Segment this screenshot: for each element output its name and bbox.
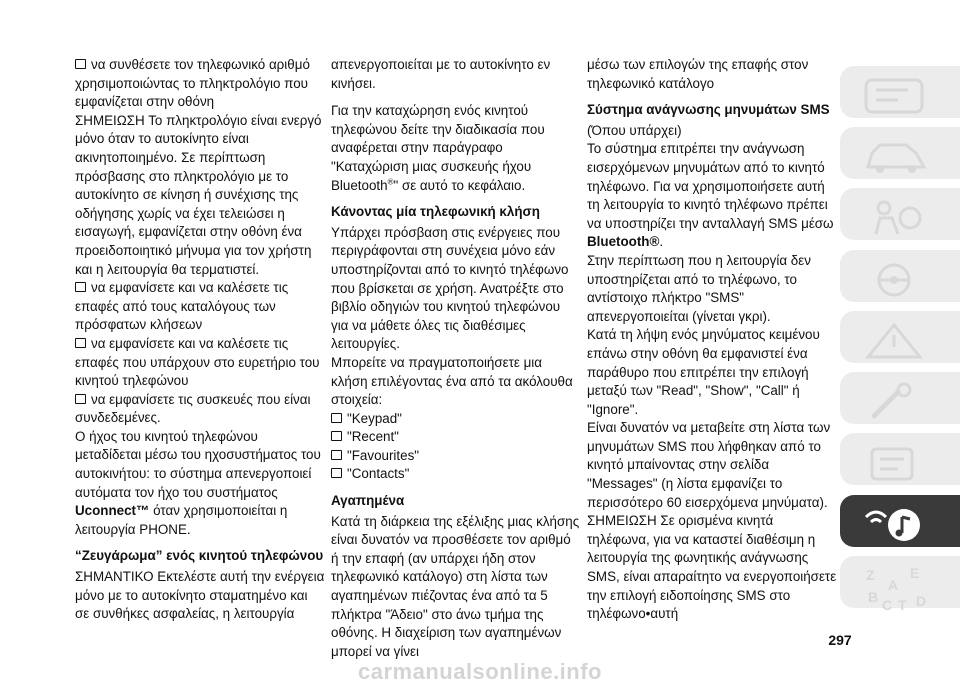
index-letter-z: Z	[866, 567, 875, 583]
index-letter-a: A	[888, 577, 899, 593]
paragraph-continued: απενεργοποιείται με το αυτοκίνητο εν κινήσει.	[331, 57, 551, 91]
paragraph-audio: Ο ήχος του κινητού τηλεφώνου μεταδίδεται μέσω του ηχοσυστήματος του αυτοκινήτου: το σύστημα απενεργοποιεί αυτόματα τον ήχο του συστήματος Uconnect™ όταν χρησιμοποιείται η λειτουργία PHONE.	[75, 428, 321, 537]
chapter-index-sidebar	[840, 48, 960, 618]
list-item-favourites: "Favourites"	[331, 447, 581, 466]
page-number: 297	[828, 632, 852, 648]
heading-pairing: “Ζευγάρωμα” ενός κινητού τηλεφώνου	[75, 548, 324, 564]
checkbox-bullet-icon	[331, 431, 342, 441]
bullet-dial-number: να συνθέσετε τον τηλεφωνικό αριθμό χρησιμοποιώντας το πληκτρολόγιο που εμφανίζεται στην οθόνη	[75, 57, 310, 110]
paragraph-call-options: Μπορείτε να πραγματοποιήσετε μια κλήση επιλέγοντας ένα από τα ακόλουθα στοιχεία:	[331, 354, 573, 408]
paragraph-favourites: Κατά τη διάρκεια της εξέλιξης μιας κλήσης είναι δυνατόν να προσθέσετε τον αριθμό ή την επαφή (αν υπάρχει ήδη στον τηλεφωνικό κατάλογο) στη λίστα των αγαπημένων πιέζοντας ένα από τα 5 πλήκτρα "Άδειο" στο άνω τμήμα της οθόνης. Η διαχείριση των αγαπημένων μπορεί να γίνει	[331, 513, 580, 659]
chapter-tab-dashboard[interactable]	[840, 66, 960, 118]
paragraph-sms-note: ΣΗΜΕΙΩΣΗ Σε ορισμένα κινητά τηλέφωνα, για να καταστεί διαθέσιμη η λειτουργία της φωνητικής ανάγνωσης SMS, είναι απαραίτητο να ενεργοποιήσετε την επιλογή ειδοποίησης SMS στο τηλέφωνο•αυτή	[587, 513, 837, 622]
paragraph-continued: μέσω των επιλογών της επαφής στον τηλεφωνικό κατάλογο	[587, 57, 809, 91]
checkbox-bullet-icon	[75, 282, 86, 292]
paragraph-important: ΣΗΜΑΝΤΙΚΟ Εκτελέστε αυτή την ενέργεια μόνο με το αυτοκίνητο σταματημένο και σε συνθήκες ασφαλείας, η λειτουργία	[75, 569, 325, 622]
watermark-text: carmanualsonline.info	[0, 660, 960, 683]
car-icon	[862, 137, 932, 177]
heading-make-call: Κάνοντας μία τηλεφωνική κλήση	[331, 204, 540, 220]
index-letter-e: E	[910, 566, 920, 581]
airbag-icon	[862, 198, 932, 238]
chapter-tab-specs[interactable]	[840, 433, 960, 485]
chapter-tab-car[interactable]	[840, 127, 960, 179]
checkbox-bullet-icon	[75, 338, 86, 348]
text-column-2	[331, 56, 581, 661]
list-item-keypad: "Keypad"	[331, 410, 581, 429]
heading-favourites: Αγαπημένα	[331, 493, 405, 509]
bullet-phonebook: να εμφανίσετε και να καλέσετε τις επαφές που υπάρχουν στο ευρετήριο του κινητού τηλεφώνου	[75, 335, 320, 389]
dashboard-icon	[862, 76, 932, 116]
checkbox-bullet-icon	[331, 468, 342, 478]
warning-triangle-icon	[862, 321, 932, 361]
paragraph-sms-intro: Το σύστημα επιτρέπει την ανάγνωση εισερχόμενων μηνυμάτων από το κινητό τηλέφωνο. Για να χρησιμοποιήσετε αυτή τη λειτουργία το κινητό τηλέφωνο πρέπει να υποστηρίζει την ανταλλαγή SMS μέσω Bluetooth®.	[587, 141, 834, 250]
chapter-tab-index[interactable]	[840, 556, 960, 612]
list-item-contacts: "Contacts"	[331, 465, 581, 484]
text-column-1	[75, 56, 325, 624]
checkbox-bullet-icon	[331, 450, 342, 460]
note-keypad: ΣΗΜΕΙΩΣΗ Το πληκτρολόγιο είναι ενεργό μόνο όταν το αυτοκίνητο είναι ακινητοποιημένο. Σε περίπτωση πρόσβασης στο πληκτρολόγιο με το αυτοκίνητο σε κίνηση ή συνέχισης της οδήγησης χωρίς να έχει τελειώσει η εισαγωγή, εμφανίζεται στην οθόνη ένα προειδοποιητικό μήνυμα για τον χρήστη και η λειτουργία θα τερματιστεί.	[75, 112, 322, 277]
index-letters-icon	[862, 566, 942, 612]
chapter-tab-emergency[interactable]	[840, 311, 960, 363]
multimedia-icon	[862, 505, 932, 545]
chapter-tab-driving[interactable]	[840, 250, 960, 302]
checkbox-bullet-icon	[75, 59, 86, 69]
paragraph-availability: (Όπου υπάρχει)	[587, 122, 682, 138]
chapter-tab-safety[interactable]	[840, 188, 960, 240]
paragraph-register-phone: Για την καταχώρηση ενός κινητού τηλεφώνου δείτε την διαδικασία που αναφέρεται στην παράγραφο "Καταχώριση μιας συσκευής ήχου Bluetooth®" σε αυτό το κεφάλαιο.	[331, 103, 545, 193]
heading-sms-reader: Σύστημα ανάγνωσης μηνυμάτων SMS	[587, 102, 830, 118]
checkbox-bullet-icon	[331, 413, 342, 423]
index-letter-c: C	[882, 597, 893, 612]
text-column-3	[587, 56, 837, 624]
paragraph-supported-actions: Υπάρχει πρόσβαση στις ενέργειες που περιγράφονται στη συνέχεια μόνο εάν υποστηρίζονται από το κινητό τηλέφωνο που βρίσκεται σε χρήση. Ανατρέξτε στο βιβλίο οδηγιών του κινητού τηλεφώνου για να μάθετε όλες τις διαθέσιμες λειτουργίες.	[331, 224, 569, 352]
chapter-tab-maintenance[interactable]	[840, 372, 960, 424]
chapter-tab-multimedia[interactable]	[840, 495, 960, 547]
bullet-recent-calls: να εμφανίσετε και να καλέσετε τις επαφές από τους καταλόγους των πρόσφατων κλήσεων	[75, 280, 289, 333]
index-letter-b: B	[868, 589, 879, 605]
checkbox-bullet-icon	[75, 394, 86, 404]
wrench-icon	[862, 382, 932, 422]
paragraph-sms-unsupported: Στην περίπτωση που η λειτουργία δεν υποστηρίζεται από το τηλέφωνο, το αντίστοιχο πλήκτρο "SMS" απενεργοποιείται (γίνεται γκρι).	[587, 252, 811, 324]
paragraph-sms-received: Κατά τη λήψη ενός μηνύματος κειμένου επάνω στην οθόνη θα εμφανιστεί ένα παράθυρο που επιτρέπει την επιλογή μεταξύ των "Read", "Show", "Call" ή "Ignore".	[587, 327, 820, 417]
list-item-recent: "Recent"	[331, 428, 581, 447]
bullet-connected-devices: να εμφανίσετε τις συσκευές που είναι συνδεδεμένες.	[75, 391, 311, 426]
index-letter-d: D	[916, 593, 927, 609]
steering-wheel-icon	[862, 260, 932, 300]
paragraph-sms-list: Είναι δυνατόν να μεταβείτε στη λίστα των μηνυμάτων SMS που λήφθηκαν από το κινητό μπαίνοντας στην σελίδα "Messages" (η λίστα εμφανίζει το περισσότερο 60 εισερχόμενα μηνύματα).	[587, 420, 831, 510]
index-letter-t: T	[898, 597, 907, 612]
technical-data-icon	[862, 443, 932, 483]
